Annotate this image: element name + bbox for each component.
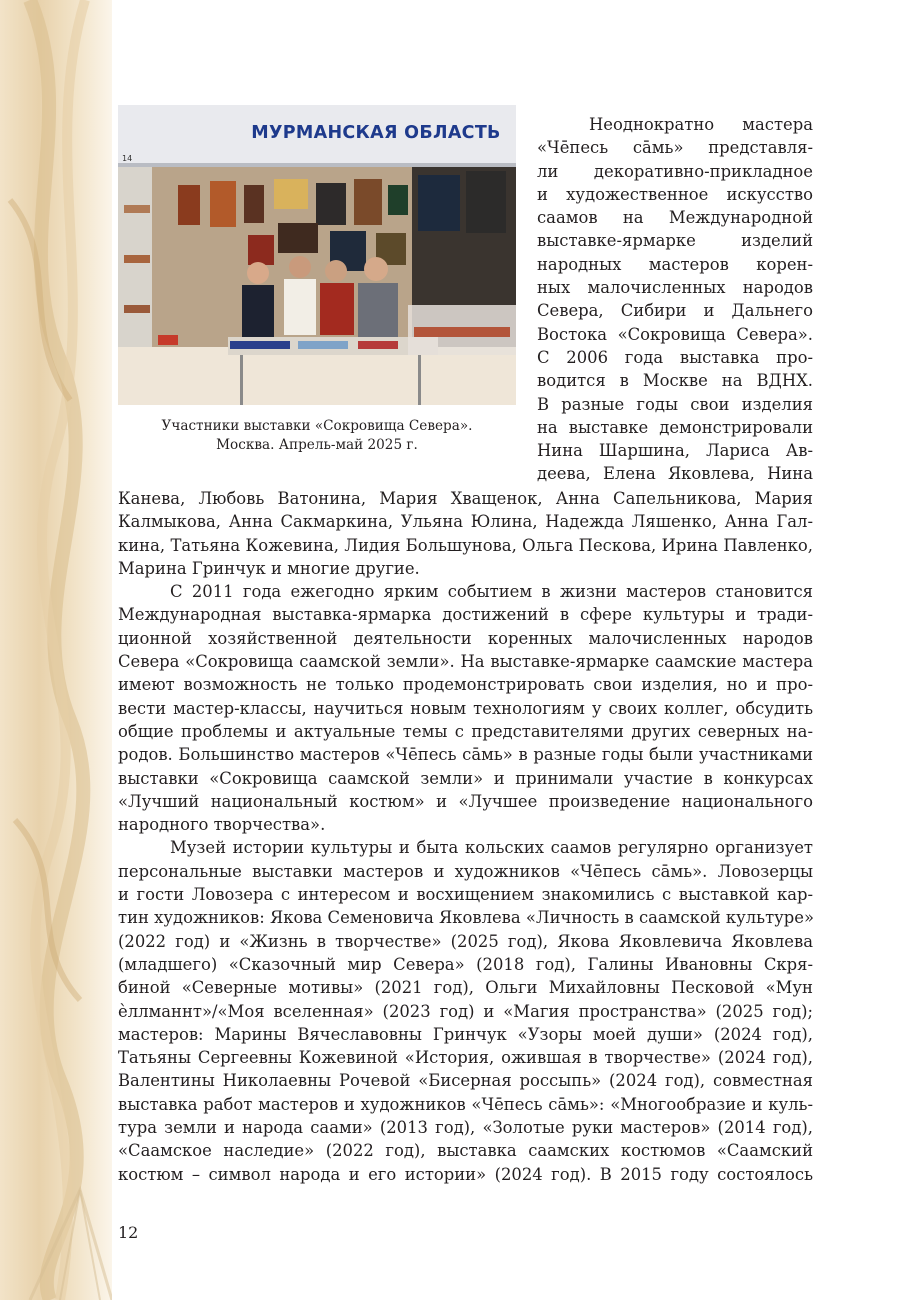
text-line: (2022 год) и «Жизнь в творчестве» (2025 год), Якова Яковлевича Яковлева [118,931,813,951]
text-line: на выставке демонстрировали [537,417,813,437]
text-line: имеют возможность не только продемонстрировать свои изделия, но и про- [118,675,813,695]
text-line: Валентины Николаевны Рочевой «Бисерная россыпь» (2024 год), совместная [118,1071,813,1091]
text-line: тура земли и народа саами» (2013 год), «Золотые руки мастеров» (2014 год), [118,1118,813,1138]
text-line: выставки «Сокровища саамской земли» и принимали участие в конкурсах [118,768,813,788]
photo-figure [118,105,518,455]
text-line: Татьяны Сергеевны Кожевиной «История, ожившая в творчестве» (2024 год), [118,1048,813,1068]
text-line: выставка работ мастеров и художников «Чēпесь сāмь»: «Многообразие и куль- [118,1094,813,1114]
text-line: Международная выставка-ярмарка достижений в сфере культуры и тради- [118,605,813,625]
text-line: саамов на Международной [537,208,813,228]
text-line: Востока «Сокровища Севера». [537,324,813,344]
text-line: ных малочисленных народов [537,278,813,298]
text-line: вести мастер-классы, научиться новым технологиям у своих коллег, обсудить [118,698,813,718]
text-line: Калмыкова, Анна Сакмаркина, Ульяна Юлина, Надежда Ляшенко, Анна Гал- [118,512,813,532]
text-line: ционной хозяйственной деятельности коренных малочисленных народов [118,628,813,648]
text-line: народного творчества». [118,815,326,835]
text-line: мастеров: Марины Вячеславовны Гринчук «Узоры моей души» (2024 год), [118,1024,813,1044]
decorative-side-band [0,0,112,1300]
text-line: ѐллманнт»/«Моя вселенная» (2023 год) и «Магия пространства» (2025 год); [118,1001,813,1021]
text-line: ли декоративно-прикладное [537,161,813,181]
text-line: и гости Ловозера с интересом и восхищением знакомились с выставкой кар- [118,885,813,905]
text-line: С 2011 года ежегодно ярким событием в жизни мастеров становится [170,582,813,602]
text-line: Неоднократно мастера [589,115,813,134]
text-line: костюм – символ народа и его истории» (2024 год). В 2015 году состоялось [118,1164,813,1184]
photo-banner-text: МУРМАНСКАЯ ОБЛАСТЬ [251,123,501,143]
text-line: «Чēпесь сāмь» представля- [537,138,813,158]
text-line: С 2006 года выставка про- [537,347,813,367]
text-line: В разные годы свои изделия [537,394,813,414]
text-line: Музей истории культуры и быта кольских саамов регулярно организует [170,838,813,858]
text-line: деева, Елена Яковлева, Нина [537,464,813,484]
text-line: (младшего) «Сказочный мир Севера» (2018 год), Галины Ивановны Скря- [118,954,813,974]
text-line: биной «Северные мотивы» (2021 год), Ольги Михайловны Песковой «Мун [118,978,813,998]
text-line: народных мастеров корен- [537,254,813,274]
exhibition-photo-illustration [118,105,516,405]
caption-line: Москва. Апрель-май 2025 г. [216,437,418,453]
text-line: персональные выставки мастеров и художников «Чēпесь сāмь». Ловозерцы [118,861,813,881]
text-line: «Лучший национальный костюм» и «Лучшее произведение национального [118,791,813,811]
text-line: общие проблемы и актуальные темы с представителями других северных на- [118,721,813,741]
text-line: Севера «Сокровища саамской земли». На выставке-ярмарке саамские мастера [118,652,813,672]
text-line: тин художников: Якова Семеновича Яковлева «Личность в саамской культуре» [118,908,815,928]
text-line: Канева, Любовь Ватонина, Мария Хващенок, Анна Сапельникова, Мария [118,489,813,508]
page-number: 12 [118,1223,139,1242]
text-line: водится в Москве на ВДНХ. [537,371,813,391]
text-line: «Саамское наследие» (2022 год), выставка саамских костюмов «Саамский [118,1141,813,1161]
text-line: родов. Большинство мастеров «Чēпесь сāмь» в разные годы были участниками [118,745,813,765]
text-line: Севера, Сибири и Дальнего [537,301,813,321]
right-column-text [537,113,813,486]
text-line: выставке-ярмарке изделий [537,231,813,251]
text-line: Марина Гринчук и многие другие. [118,558,420,578]
text-line: и художественное искусство [537,184,813,204]
exhibition-photo [118,105,516,405]
text-line: Нина Шаршина, Лариса Ав- [537,441,813,461]
booth-number: 14 [122,154,133,163]
main-text [118,487,813,1186]
photo-caption [118,417,516,455]
text-line: кина, Татьяна Кожевина, Лидия Большунова, Ольга Пескова, Ирина Павленко, [118,535,813,555]
ornament-pattern [0,0,112,1300]
caption-line: Участники выставки «Сокровища Севера». [161,418,473,434]
